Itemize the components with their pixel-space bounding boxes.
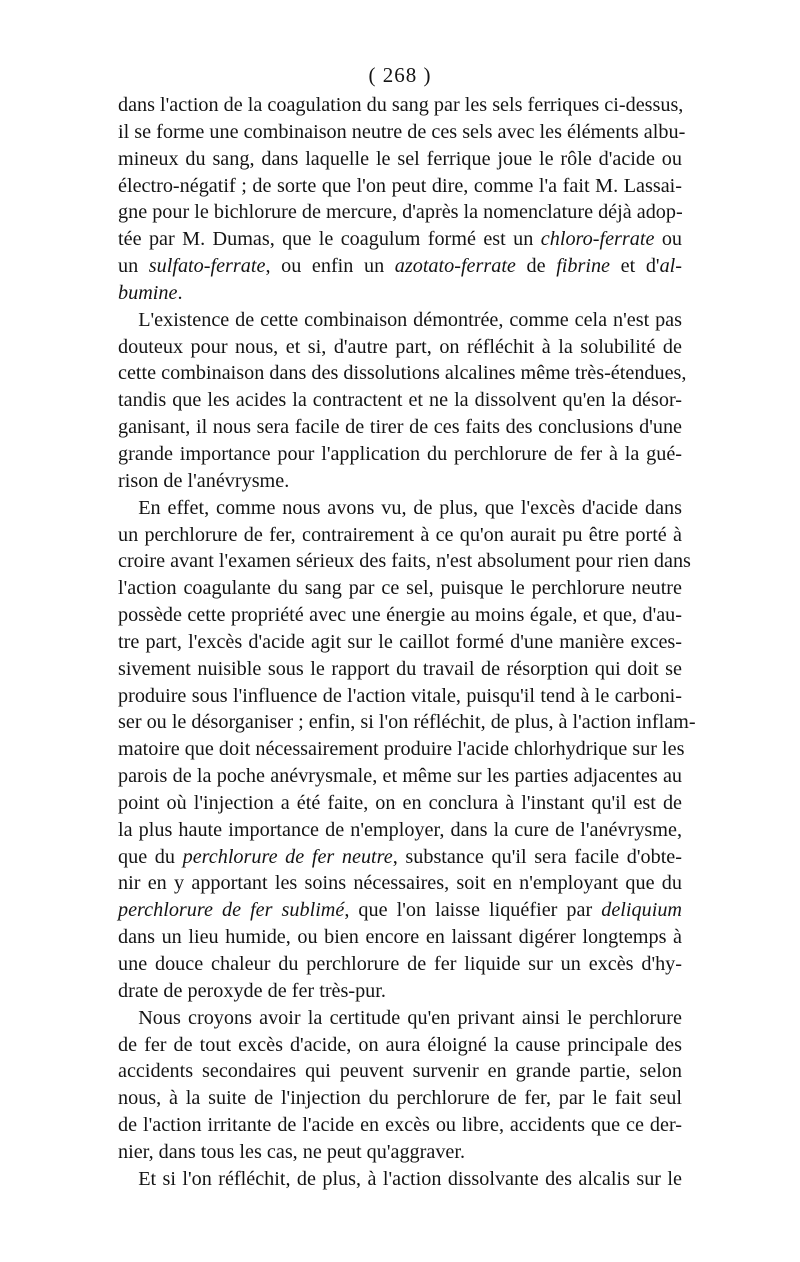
text-line: il se forme une combinaison neutre de ces sels avec les éléments albu- bbox=[118, 120, 686, 143]
text-line: En effet, comme nous avons vu, de plus, que l'excès d'acide dans bbox=[138, 496, 682, 519]
text-line: rison de l'anévrysme. bbox=[118, 469, 290, 492]
text-line: douteux pour nous, et si, d'autre part, on réfléchit à la solubilité de bbox=[118, 335, 682, 358]
text-line: L'existence de cette combinaison démontrée, comme cela n'est pas bbox=[138, 308, 682, 331]
text-line: bumine. bbox=[118, 281, 183, 304]
italic-term: sulfato-ferrate bbox=[148, 255, 266, 278]
text-line: de fer de tout excès d'acide, on aura éloigné la cause principale des bbox=[118, 1033, 682, 1056]
text-line: point où l'injection a été faite, on en conclura à l'instant qu'il est de bbox=[118, 791, 682, 814]
text-line: la plus haute importance de n'employer, dans la cure de l'anévrysme, bbox=[118, 818, 682, 841]
text-line: drate de peroxyde de fer très-pur. bbox=[118, 979, 386, 1002]
text-line: tre part, l'excès d'acide agit sur le caillot formé d'une manière exces- bbox=[118, 630, 682, 653]
italic-term: fibrine bbox=[556, 255, 611, 278]
paragraph bbox=[118, 92, 686, 307]
text-line: accidents secondaires qui peuvent survenir en grande partie, selon bbox=[118, 1060, 682, 1083]
paragraph bbox=[118, 307, 687, 495]
paragraph bbox=[118, 1005, 682, 1166]
body-text bbox=[118, 92, 696, 1193]
text-line: produire sous l'influence de l'action vitale, puisqu'il tend à le carboni- bbox=[118, 684, 682, 707]
italic-term: al- bbox=[659, 255, 682, 278]
text-line: croire avant l'examen sérieux des faits, n'est absolument pour rien dans bbox=[118, 550, 691, 573]
text-line: une douce chaleur du perchlorure de fer liquide sur un excès d'hy- bbox=[118, 953, 682, 975]
text-line: cette combinaison dans des dissolutions alcalines même très-étendues, bbox=[118, 362, 687, 385]
italic-term: perchlorure de fer sublimé bbox=[118, 899, 345, 922]
paragraph bbox=[118, 1166, 682, 1193]
text-line: dans un lieu humide, ou bien encore en laissant digérer longtemps à bbox=[118, 926, 682, 949]
paragraph bbox=[118, 495, 696, 1005]
text-line: Et si l'on réfléchit, de plus, à l'action dissolvante des alcalis sur le bbox=[138, 1167, 682, 1190]
text-line: tée par M. Dumas, que le coagulum formé est un chloro-ferrate ou bbox=[118, 228, 683, 251]
italic-term: perchlorure de fer neutre bbox=[182, 845, 393, 868]
italic-term: bumine bbox=[118, 281, 178, 304]
text-line: grande importance pour l'application du perchlorure de fer à la gué- bbox=[118, 442, 682, 465]
page-number: ( 268 ) bbox=[368, 63, 432, 87]
text-line: nir en y apportant les soins nécessaires, soit en n'employant que du bbox=[118, 872, 682, 895]
text-line: un sulfato-ferrate, ou enfin un azotato-ferrate de fibrine et d'al- bbox=[118, 255, 682, 278]
text-line: tandis que les acides la contractent et ne la dissolvent qu'en la désor- bbox=[118, 389, 682, 412]
italic-term: deliquium bbox=[601, 899, 682, 922]
text-line: dans l'action de la coagulation du sang par les sels ferriques ci-dessus, bbox=[118, 94, 684, 116]
text-line: l'action coagulante du sang par ce sel, puisque le perchlorure neutre bbox=[118, 577, 682, 600]
text-line: électro-négatif ; de sorte que l'on peut dire, comme l'a fait M. Lassai- bbox=[118, 174, 682, 197]
text-line: sivement nuisible sous le rapport du travail de résorption qui doit se bbox=[118, 657, 682, 680]
text-line: un perchlorure de fer, contrairement à ce qu'on aurait pu être porté à bbox=[118, 523, 682, 546]
italic-term: azotato-ferrate bbox=[394, 255, 516, 278]
text-line: gne pour le bichlorure de mercure, d'après la nomenclature déjà adop- bbox=[118, 201, 683, 224]
text-line: nous, à la suite de l'injection du perchlorure de fer, par le fait seul bbox=[118, 1087, 682, 1110]
text-line: perchlorure de fer sublimé, que l'on laisse liquéfier par deliquium bbox=[118, 899, 682, 922]
text-line: de l'action irritante de l'acide en excès ou libre, accidents que ce der- bbox=[118, 1114, 682, 1137]
text-line: matoire que doit nécessairement produire l'acide chlorhydrique sur les bbox=[118, 738, 685, 761]
text-line: que du perchlorure de fer neutre, substance qu'il sera facile d'obte- bbox=[118, 845, 682, 868]
text-line: ser ou le désorganiser ; enfin, si l'on réfléchit, de plus, à l'action inflam- bbox=[118, 711, 696, 734]
text-line: mineux du sang, dans laquelle le sel ferrique joue le rôle d'acide ou bbox=[118, 147, 682, 170]
italic-term: chloro-ferrate bbox=[540, 228, 655, 251]
text-line: possède cette propriété avec une énergie au moins égale, et que, d'au- bbox=[118, 604, 682, 627]
text-line: nier, dans tous les cas, ne peut qu'aggraver. bbox=[118, 1140, 466, 1163]
text-line: parois de la poche anévrysmale, et même sur les parties adjacentes au bbox=[118, 765, 682, 788]
text-line: Nous croyons avoir la certitude qu'en privant ainsi le perchlorure bbox=[138, 1006, 682, 1029]
text-line: ganisant, il nous sera facile de tirer de ces faits des conclusions d'une bbox=[118, 416, 682, 439]
